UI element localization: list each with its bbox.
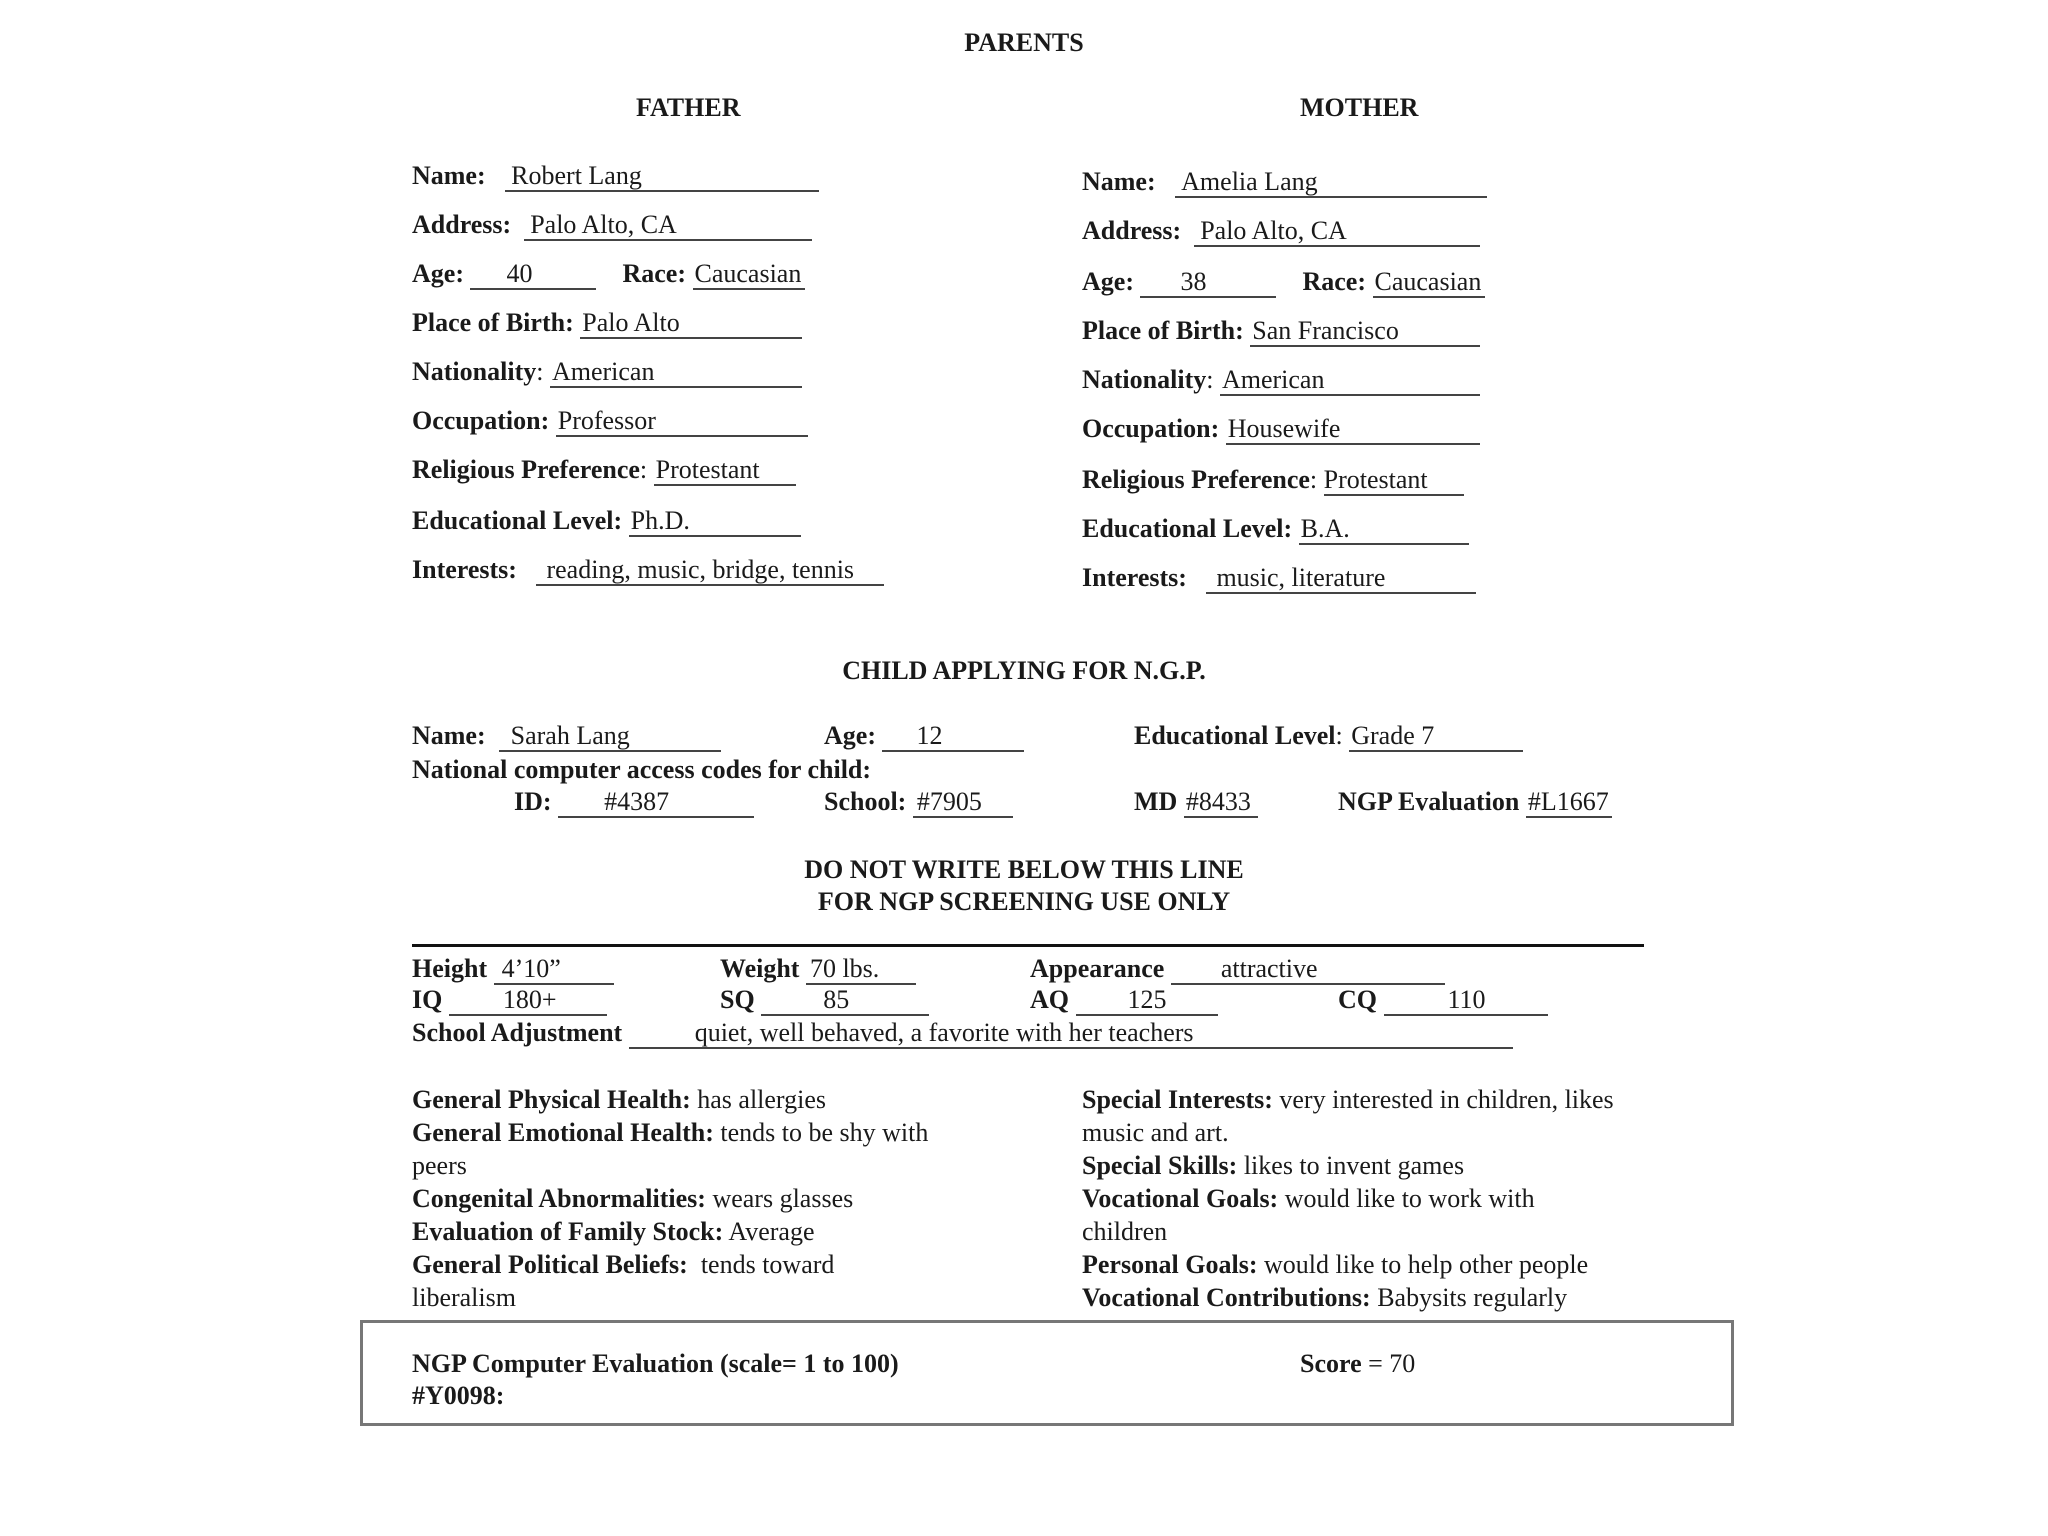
child-age-row: Age: 12: [824, 720, 1024, 752]
personal-goals: Personal Goals: would like to help other people: [1082, 1250, 1589, 1279]
congenital-abnormalities: Congenital Abnormalities: wears glasses: [412, 1184, 854, 1213]
child-md: #8433: [1184, 788, 1258, 818]
father-pob: Palo Alto: [580, 309, 802, 339]
father-interests: reading, music, bridge, tennis: [536, 556, 884, 586]
mother-address-row: Address: Palo Alto, CA: [1082, 215, 1480, 247]
aq-row: AQ 125: [1030, 984, 1218, 1016]
sq-value: 85: [761, 986, 929, 1016]
father-interests-row: Interests: reading, music, bridge, tennis: [412, 554, 884, 586]
vocational-goals: Vocational Goals: would like to work with children: [1082, 1184, 1535, 1246]
iq-value: 180+: [449, 986, 607, 1016]
child-education-row: Educational Level: Grade 7: [1134, 720, 1523, 752]
child-school-row: School: #7905: [824, 786, 1013, 818]
physical-health: General Physical Health: has allergies: [412, 1085, 827, 1114]
mother-religion: Protestant: [1324, 466, 1464, 496]
aq-value: 125: [1076, 986, 1218, 1016]
mother-occupation: Housewife: [1226, 415, 1480, 445]
parents-heading: PARENTS: [964, 28, 1084, 57]
father-religion: Protestant: [654, 456, 796, 486]
child-id: #4387: [558, 788, 754, 818]
father-name: Robert Lang: [505, 162, 819, 192]
father-education: Ph.D.: [629, 507, 801, 537]
mother-age-row: Age: 38 Race: Caucasian: [1082, 266, 1485, 298]
mother-name: Amelia Lang: [1175, 168, 1487, 198]
mother-address: Palo Alto, CA: [1194, 217, 1480, 247]
appearance-row: Appearance attractive: [1030, 953, 1445, 985]
child-school: #7905: [913, 788, 1013, 818]
details-right: [1082, 1083, 1642, 1314]
child-id-row: ID: #4387: [514, 786, 754, 818]
child-ngp: #L1667: [1526, 788, 1612, 818]
family-stock: Evaluation of Family Stock: Average: [412, 1217, 815, 1246]
father-nationality-row: Nationality: American: [412, 356, 802, 388]
evaluation-code: #Y0098:: [412, 1381, 505, 1410]
mother-education: B.A.: [1299, 515, 1469, 545]
school-adjustment-value: quiet, well behaved, a favorite with her teachers: [629, 1019, 1513, 1049]
father-heading: FATHER: [636, 93, 741, 122]
appearance-value: attractive: [1171, 955, 1445, 985]
evaluation-score: Score = 70: [1300, 1349, 1416, 1378]
father-name-row: Name: Robert Lang: [412, 160, 819, 192]
screening-divider: [412, 944, 1644, 947]
father-pob-row: Place of Birth: Palo Alto: [412, 307, 802, 339]
father-address: Palo Alto, CA: [524, 211, 812, 241]
vocational-contributions: Vocational Contributions: Babysits regularly: [1082, 1283, 1568, 1312]
father-nationality: American: [550, 358, 802, 388]
emotional-health: General Emotional Health: tends to be shy with peers: [412, 1118, 929, 1180]
iq-row: IQ 180+: [412, 984, 607, 1016]
father-address-row: Address: Palo Alto, CA: [412, 209, 812, 241]
mother-pob-row: Place of Birth: San Francisco: [1082, 315, 1480, 347]
child-name: Sarah Lang: [499, 722, 721, 752]
cq-value: 110: [1384, 986, 1548, 1016]
child-codes-label: National computer access codes for child:: [412, 755, 872, 784]
father-age-row: Age: 40 Race: Caucasian: [412, 258, 805, 290]
mother-education-row: Educational Level: B.A.: [1082, 513, 1469, 545]
mother-race: Caucasian: [1373, 268, 1485, 298]
weight-row: Weight 70 lbs.: [720, 953, 916, 985]
special-interests: Special Interests: very interested in children, likes music and art.: [1082, 1085, 1614, 1147]
mother-age: 38: [1140, 268, 1276, 298]
child-age: 12: [882, 722, 1024, 752]
father-occupation: Professor: [556, 407, 808, 437]
father-occupation-row: Occupation: Professor: [412, 405, 808, 437]
mother-occupation-row: Occupation: Housewife: [1082, 413, 1480, 445]
father-age: 40: [470, 260, 596, 290]
father-education-row: Educational Level: Ph.D.: [412, 505, 801, 537]
child-education: Grade 7: [1349, 722, 1523, 752]
child-md-row: MD #8433: [1134, 786, 1258, 818]
mother-pob: San Francisco: [1250, 317, 1480, 347]
height-row: Height 4’10”: [412, 953, 614, 985]
cq-row: CQ 110: [1338, 984, 1548, 1016]
mother-nationality: American: [1220, 366, 1480, 396]
mother-religion-row: Religious Preference: Protestant: [1082, 464, 1464, 496]
sq-row: SQ 85: [720, 984, 929, 1016]
mother-nationality-row: Nationality: American: [1082, 364, 1480, 396]
mother-interests-row: Interests: music, literature: [1082, 562, 1476, 594]
child-heading: CHILD APPLYING FOR N.G.P.: [842, 656, 1206, 685]
weight-value: 70 lbs.: [806, 955, 916, 985]
height-value: 4’10”: [494, 955, 614, 985]
notice-line-2: FOR NGP SCREENING USE ONLY: [817, 887, 1231, 916]
mother-heading: MOTHER: [1300, 93, 1419, 122]
notice-line-1: DO NOT WRITE BELOW THIS LINE: [804, 855, 1244, 884]
mother-name-row: Name: Amelia Lang: [1082, 166, 1487, 198]
evaluation-title: NGP Computer Evaluation (scale= 1 to 100): [412, 1349, 899, 1378]
father-religion-row: Religious Preference: Protestant: [412, 454, 796, 486]
child-name-row: Name: Sarah Lang: [412, 720, 721, 752]
details-left: [412, 1083, 932, 1314]
school-adjustment-row: School Adjustment quiet, well behaved, a favorite with her teachers: [412, 1017, 1513, 1049]
father-race: Caucasian: [693, 260, 805, 290]
political-beliefs: General Political Beliefs: tends toward liberalism: [412, 1250, 835, 1312]
mother-interests: music, literature: [1206, 564, 1476, 594]
child-ngp-row: NGP Evaluation #L1667: [1338, 786, 1612, 818]
special-skills: Special Skills: likes to invent games: [1082, 1151, 1465, 1180]
